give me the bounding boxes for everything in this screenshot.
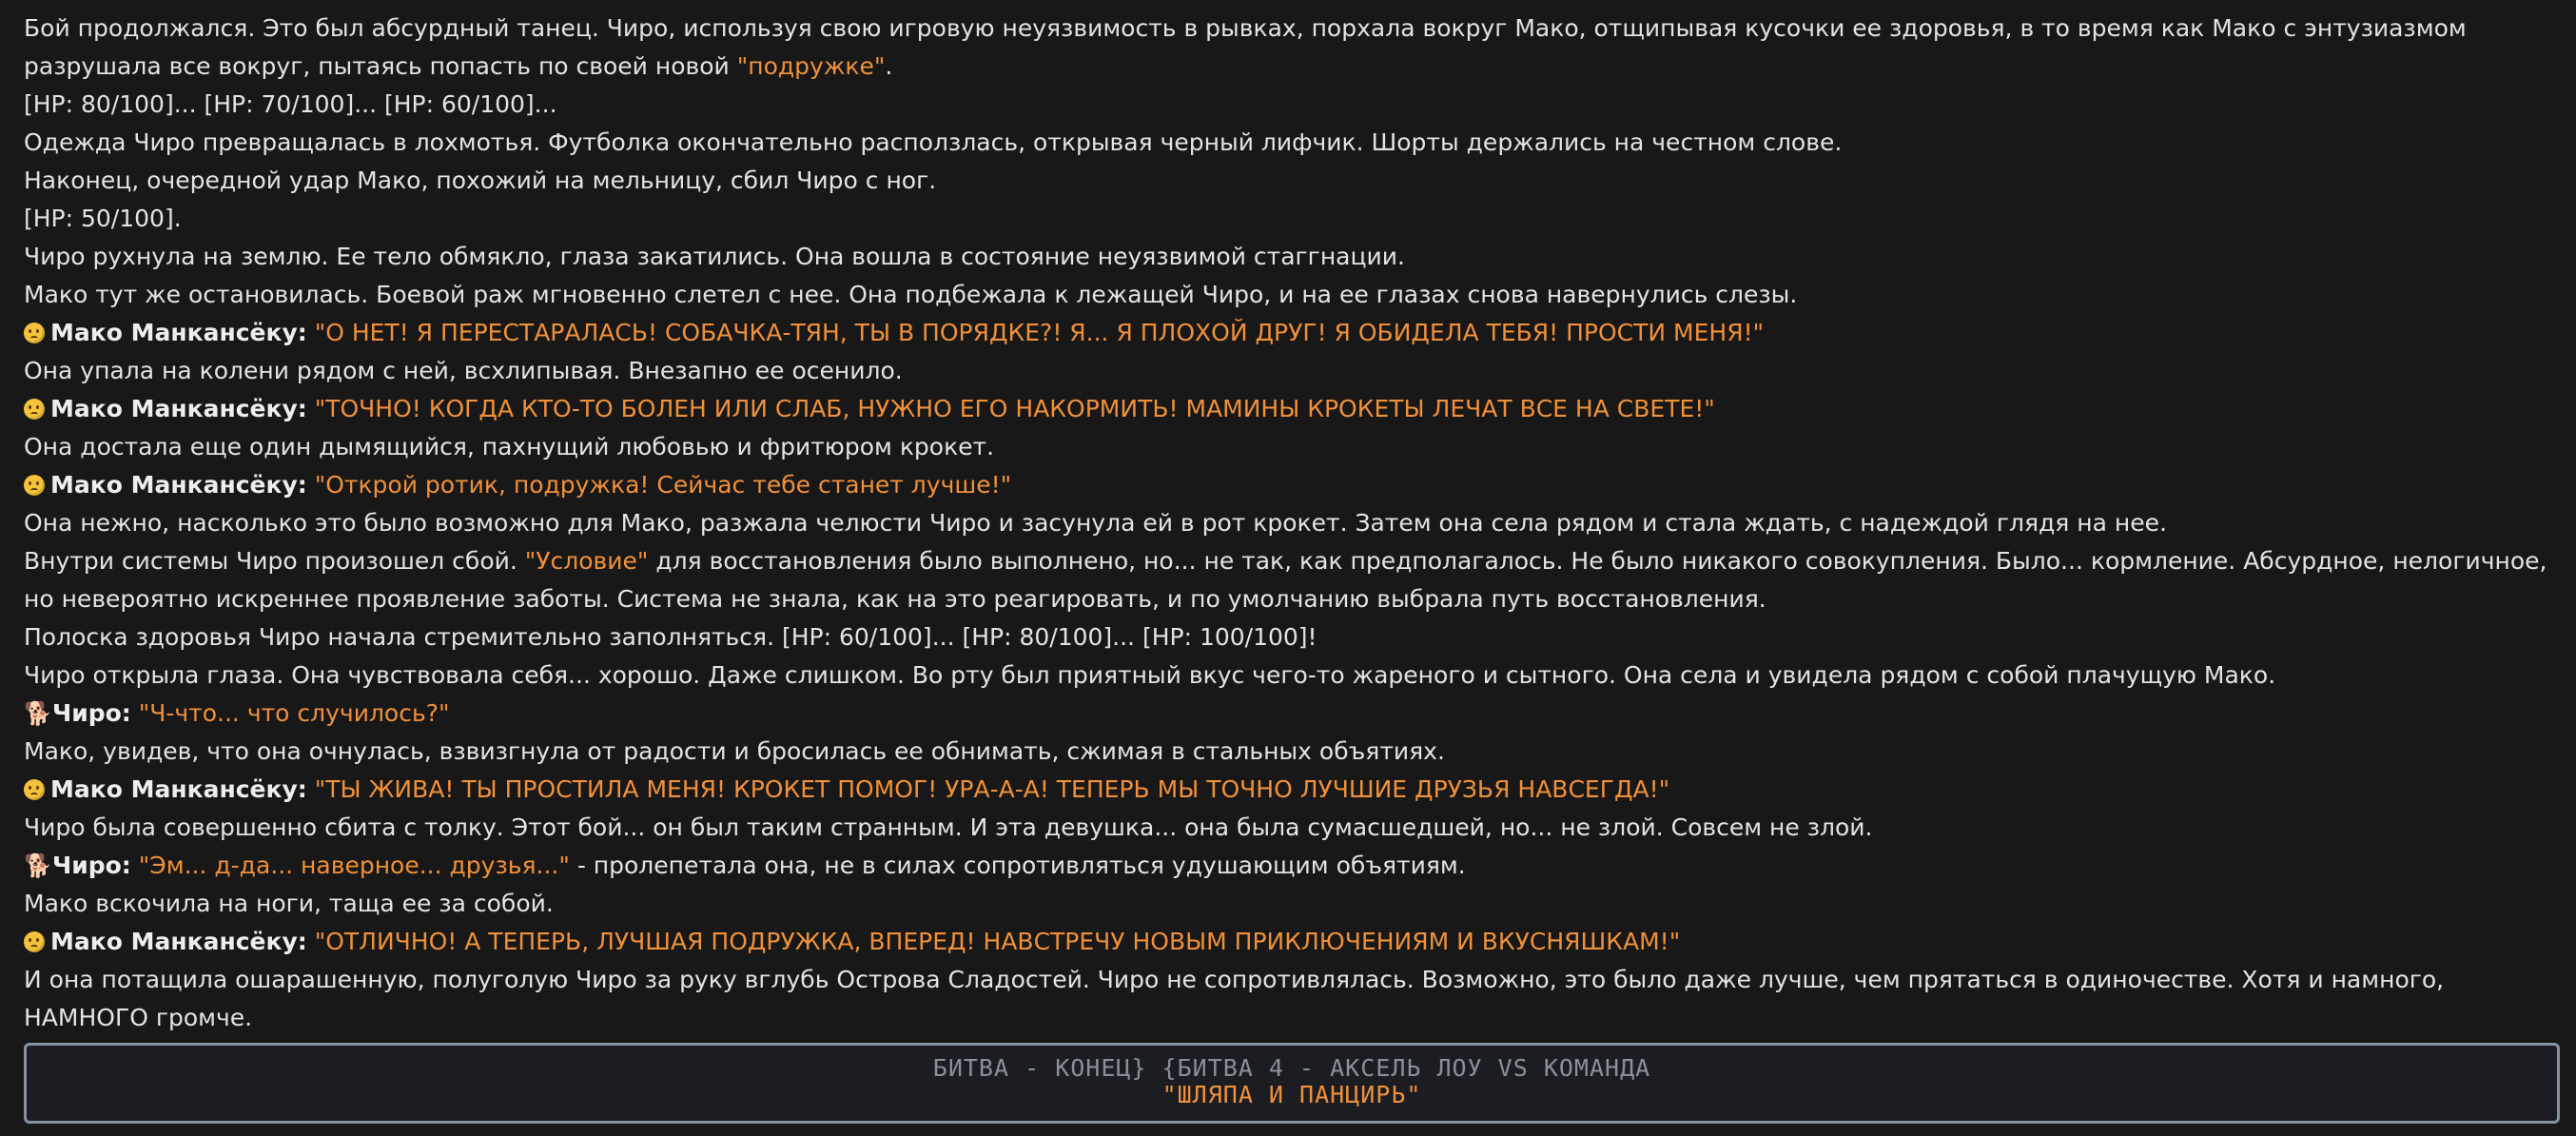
speaker-name: Мако Манкансёку: xyxy=(50,928,307,955)
crying-face-icon xyxy=(24,931,45,952)
dialogue-line xyxy=(24,695,2559,733)
paragraph: Мако вскочила на ноги, таща ее за собой. xyxy=(24,890,554,917)
speaker-name: Мако Манкансёку: xyxy=(50,395,307,422)
dialogue-quote: "Ч-что... что случилось?" xyxy=(138,699,450,727)
speaker-name: Чиро: xyxy=(52,699,131,727)
crying-face-icon xyxy=(24,779,45,800)
paragraph: Она достала еще один дымящийся, пахнущий любовью и фритюром крокет. xyxy=(24,433,995,460)
dialogue-quote: "ТОЧНО! КОГДА КТО-ТО БОЛЕН ИЛИ СЛАБ, НУЖНО ЕГО НАКОРМИТЬ! МАМИНЫ КРОКЕТЫ ЛЕЧАТ ВСЕ НА СВЕТЕ!" xyxy=(314,395,1715,422)
banner-title: БИТВА - КОНЕЦ} {БИТВА 4 - АКСЕЛЬ ЛОУ VS КОМАНДА xyxy=(932,1054,1651,1082)
crying-face-icon xyxy=(24,475,45,496)
crying-face-icon xyxy=(24,399,45,420)
dialogue-quote: "ТЫ ЖИВА! ТЫ ПРОСТИЛА МЕНЯ! КРОКЕТ ПОМОГ! УРА-А-А! ТЕПЕРЬ МЫ ТОЧНО ЛУЧШИЕ ДРУЗЬЯ НАВСЕГДА!" xyxy=(314,775,1670,803)
battle-end-banner xyxy=(24,1043,2560,1124)
dialogue-quote: "ОТЛИЧНО! А ТЕПЕРЬ, ЛУЧШАЯ ПОДРУЖКА, ВПЕРЕД! НАВСТРЕЧУ НОВЫМ ПРИКЛЮЧЕНИЯМ И ВКУСНЯШКАМ!" xyxy=(314,928,1681,955)
paragraph: Полоска здоровья Чиро начала стремительно заполняться. [HP: 60/100]... [HP: 80/100]... [HP: 100/100]! xyxy=(24,623,1317,651)
hp-line: [HP: 80/100]... [HP: 70/100]... [HP: 60/100]... xyxy=(24,90,557,118)
dialogue-line: 🐕Чиро: "Эм... д-да... наверное... друзья..." - пролепетала она, не в силах сопротивляться удушающим объятиям. xyxy=(24,847,2559,885)
dialogue-line xyxy=(24,923,2559,961)
dialogue-line xyxy=(24,314,2559,352)
speaker-name: Мако Манкансёку: xyxy=(50,319,307,346)
speaker-name: Чиро: xyxy=(52,852,131,879)
paragraph: Чиро была совершенно сбита с толку. Этот бой... он был таким странным. И эта девушка... она была сумасшедшей, но... не злой. Совсем не злой. xyxy=(24,813,1873,841)
crying-face-icon xyxy=(24,323,45,343)
paragraph: Бой продолжался. Это был абсурдный танец. Чиро, используя свою игровую неуязвимость в рывках, порхала вокруг Мако, отщипывая кусочки ее здоровья, в то время как Мако с энтузиазмом разрушала все вокруг, пытаясь попасть по своей новой "подружке". xyxy=(24,14,2467,80)
paragraph: Чиро открыла глаза. Она чувствовала себя... хорошо. Даже слишком. Во рту был приятный вкус чего-то жареного и сытного. Она села и увидела рядом с собой плачущую Мако. xyxy=(24,661,2276,689)
dog-icon: 🐕 xyxy=(24,852,52,879)
quote: "подружке" xyxy=(736,52,886,80)
dog-icon: 🐕 xyxy=(24,700,52,727)
hp-line: [HP: 50/100]. xyxy=(24,205,182,232)
speaker-name: Мако Манкансёку: xyxy=(50,775,307,803)
paragraph: И она потащила ошарашенную, полуголую Чиро за руку вглубь Острова Сладостей. Чиро не сопротивлялась. Возможно, это было даже лучше, чем прятаться в одиночестве. Хотя и намного, НАМНОГО громче. xyxy=(24,966,2445,1031)
quote: "Условие" xyxy=(524,547,649,575)
dialogue-quote: "О НЕТ! Я ПЕРЕСТАРАЛАСЬ! СОБАЧКА-ТЯН, ТЫ В ПОРЯДКЕ?! Я... Я ПЛОХОЙ ДРУГ! Я ОБИДЕЛА ТЕБЯ! ПРОСТИ МЕНЯ!" xyxy=(314,319,1765,346)
dialogue-line xyxy=(24,466,2559,504)
paragraph: Внутри системы Чиро произошел сбой. "Условие" для восстановления было выполнено, но... не так, как предполагалось. Не было никакого совокупления. Было... кормление. Абсурдное, нелогичное, но невероятно искреннее проявление заботы. Система не знала, как на это реагировать, и по умолчанию выбрала путь восстановления. xyxy=(24,547,2547,613)
story-text xyxy=(24,10,2559,1037)
dialogue-line xyxy=(24,390,2559,428)
speaker-name: Мако Манкансёку: xyxy=(50,471,307,499)
dialogue-quote: "Открой ротик, подружка! Сейчас тебе станет лучше!" xyxy=(314,471,1012,499)
paragraph: Одежда Чиро превращалась в лохмотья. Футболка окончательно расползлась, открывая черный лифчик. Шорты держались на честном слове. xyxy=(24,128,1843,156)
paragraph: Мако тут же остановилась. Боевой раж мгновенно слетел с нее. Она подбежала к лежащей Чиро, и на ее глазах снова навернулись слезы. xyxy=(24,281,1798,308)
dialogue-quote: "Эм... д-да... наверное... друзья..." xyxy=(138,852,570,879)
paragraph: Она нежно, насколько это было возможно для Мако, разжала челюсти Чиро и засунула ей в рот крокет. Затем она села рядом и стала ждать, с надеждой глядя на нее. xyxy=(24,509,2167,537)
paragraph: Мако, увидев, что она очнулась, взвизгнула от радости и бросилась ее обнимать, сжимая в стальных объятиях. xyxy=(24,737,1445,765)
dialogue-line xyxy=(24,771,2559,809)
banner-subtitle: "ШЛЯПА И ПАНЦИРЬ" xyxy=(1161,1081,1422,1108)
paragraph: Чиро рухнула на землю. Ее тело обмякло, глаза закатились. Она вошла в состояние неуязвимой стаггнации. xyxy=(24,243,1405,270)
paragraph: Она упала на колени рядом с ней, всхлипывая. Внезапно ее осенило. xyxy=(24,357,903,384)
paragraph: Наконец, очередной удар Мако, похожий на мельницу, сбил Чиро с ног. xyxy=(24,166,937,194)
